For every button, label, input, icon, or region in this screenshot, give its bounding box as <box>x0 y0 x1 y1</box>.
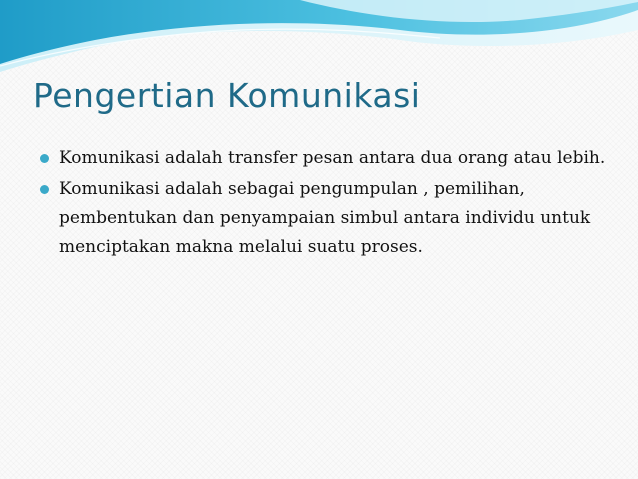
bullet-icon <box>40 185 49 194</box>
bullet-text: Komunikasi adalah transfer pesan antara dua orang atau lebih. <box>59 148 606 168</box>
header-wave-decoration <box>0 0 638 80</box>
bullet-icon <box>40 154 49 163</box>
bullet-text: Komunikasi adalah sebagai pengumpulan , pemilihan, pembentukan dan penyampaian simbul antara individu untuk menciptakan makna melalui suatu proses. <box>59 179 591 257</box>
bullet-item <box>38 144 608 173</box>
bullet-item <box>38 175 608 262</box>
bullet-list <box>38 144 608 264</box>
slide-title: Pengertian Komunikasi <box>33 76 421 115</box>
